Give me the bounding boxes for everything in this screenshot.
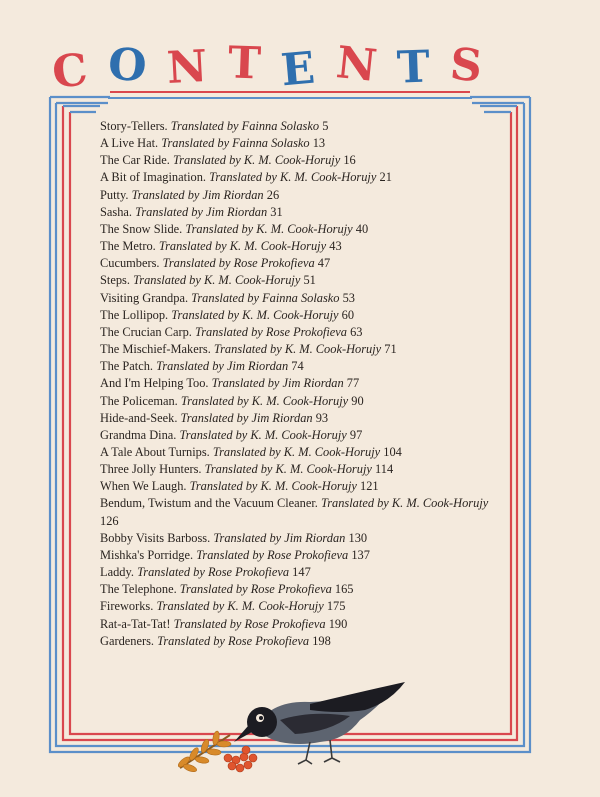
entry-translator: Translated by Fainna Solasko [161, 136, 310, 151]
entry-translator: Translated by K. M. Cook-Horujy [209, 170, 377, 185]
entry-title: A Live Hat. [100, 136, 159, 151]
toc-entry [100, 393, 492, 410]
entry-page-number: 190 [328, 616, 348, 631]
entry-title: Fireworks. [100, 599, 154, 614]
entry-title: A Bit of Imagination. [100, 170, 206, 185]
entry-page-number: 16 [343, 153, 356, 168]
entry-page-number: 21 [379, 170, 392, 185]
entry-title: When We Laugh. [100, 479, 187, 494]
entry-translator: Translated by Rose Prokofieva [137, 565, 290, 580]
toc-entry [100, 427, 492, 444]
entry-title: Mishka's Porridge. [100, 547, 194, 562]
entry-title: The Policeman. [100, 393, 178, 408]
rowan-berries [224, 746, 257, 772]
frame-top-right [470, 97, 530, 112]
entry-title: Gardeners. [100, 633, 155, 648]
entry-page-number: 114 [375, 462, 394, 477]
entry-title: Story-Tellers. [100, 119, 168, 133]
entry-title: Three Jolly Hunters. [100, 462, 202, 477]
entry-page-number: 90 [351, 393, 364, 408]
entry-translator: Translated by Rose Prokofieva [196, 547, 349, 562]
entry-title: Cucumbers. [100, 256, 160, 271]
entry-page-number: 165 [334, 582, 354, 597]
entry-page-number: 77 [346, 376, 360, 391]
entry-translator: Translated by K. M. Cook-Horujy [189, 479, 357, 494]
toc-entry [100, 324, 492, 341]
toc-entry [100, 341, 492, 358]
crow-body [234, 682, 405, 764]
heading-letter: E [279, 42, 318, 97]
entry-page-number: 53 [342, 290, 355, 305]
toc-entry [100, 375, 492, 392]
entry-page-number: 26 [266, 187, 280, 202]
toc-entry [100, 135, 492, 152]
toc-entry [100, 633, 492, 650]
entry-translator: Translated by K. M. Cook-Horujy [158, 239, 327, 254]
entry-page-number: 97 [349, 427, 363, 442]
entry-title: A Tale About Turnips. [100, 444, 210, 459]
entry-page-number: 47 [317, 256, 331, 271]
entry-translator: Translated by Fainna Solasko [191, 290, 340, 305]
heading-letter: O [106, 38, 149, 93]
entry-translator: Translated by K. M. Cook-Horujy [179, 427, 347, 442]
entry-page-number: 175 [326, 599, 346, 614]
toc-entry [100, 581, 492, 598]
entry-page-number: 5 [322, 119, 329, 133]
toc-entry [100, 598, 492, 615]
rowan-branch [177, 731, 231, 774]
entry-page-number: 71 [384, 342, 397, 357]
entry-page-number: 13 [312, 136, 326, 151]
entry-page-number: 74 [291, 359, 304, 374]
heading-letter: N [333, 37, 379, 92]
heading-letter: T [227, 37, 262, 90]
toc-entry [100, 118, 492, 135]
entry-page-number: 126 [100, 513, 119, 528]
entry-title: The Snow Slide. [100, 221, 183, 236]
entry-page-number: 147 [292, 565, 311, 580]
heading-letter: T [395, 41, 431, 94]
toc-entry [100, 169, 492, 186]
toc-entry [100, 410, 492, 427]
entry-title: Putty. [100, 187, 129, 202]
entry-translator: Translated by Jim Riordan [135, 204, 268, 219]
entry-translator: Translated by K. M. Cook-Horujy [213, 342, 382, 357]
toc-entry [100, 564, 492, 581]
entry-page-number: 60 [341, 307, 355, 322]
toc-entry [100, 221, 492, 238]
entry-translator: Translated by Rose Prokofieva [194, 324, 347, 339]
entry-translator: Translated by Rose Prokofieva [173, 616, 326, 631]
heading-letter: C [49, 44, 90, 99]
toc-entry [100, 204, 492, 221]
entry-page-number: 121 [360, 479, 379, 494]
toc-entry [100, 478, 492, 495]
entry-translator: Translated by K. M. Cook-Horujy [212, 444, 381, 459]
entry-page-number: 93 [315, 410, 329, 425]
entry-page-number: 130 [348, 530, 368, 545]
toc-entry [100, 307, 492, 324]
entry-translator: Translated by Jim Riordan [131, 187, 264, 202]
heading-letter: N [165, 40, 209, 95]
entry-page-number: 31 [270, 204, 283, 219]
entry-title: Hide-and-Seek. [100, 410, 178, 425]
crow-illustration [160, 680, 420, 780]
toc-entry [100, 152, 492, 169]
entry-title: The Lollipop. [100, 307, 169, 322]
toc-entry [100, 495, 492, 529]
entry-page-number: 63 [350, 324, 363, 339]
heading-letter: S [448, 38, 485, 93]
entry-title: The Patch. [100, 359, 153, 374]
toc-entry [100, 616, 492, 633]
entry-page-number: 198 [312, 633, 331, 648]
entry-title: The Telephone. [100, 582, 177, 597]
entry-title: Bendum, Twistum and the Vacuum Cleaner. [100, 496, 318, 511]
toc-entry [100, 547, 492, 564]
entry-title: Bobby Visits Barboss. [100, 530, 211, 545]
entry-title: And I'm Helping Too. [100, 376, 209, 391]
entry-title: Sasha. [100, 204, 133, 219]
toc-entry [100, 272, 492, 289]
entry-page-number: 104 [383, 444, 402, 459]
entry-title: Laddy. [100, 565, 134, 580]
entry-translator: Translated by K. M. Cook-Horujy [321, 496, 489, 511]
entry-title: The Car Ride. [100, 153, 170, 168]
toc-entry [100, 290, 492, 307]
toc-entry [100, 461, 492, 478]
entry-translator: Translated by K. M. Cook-Horujy [133, 273, 301, 288]
entry-translator: Translated by Jim Riordan [211, 376, 344, 391]
entry-translator: Translated by K. M. Cook-Horujy [204, 462, 372, 477]
entry-translator: Translated by Rose Prokofieva [179, 582, 332, 597]
contents-heading [49, 37, 485, 99]
entry-translator: Translated by K. M. Cook-Horujy [156, 599, 324, 614]
entry-translator: Translated by Jim Riordan [180, 410, 313, 425]
entry-translator: Translated by K. M. Cook-Horujy [185, 221, 353, 236]
entry-title: Rat-a-Tat-Tat! [100, 616, 171, 631]
toc-list [100, 118, 492, 650]
entry-title: Grandma Dina. [100, 427, 177, 442]
toc-entry [100, 187, 492, 204]
entry-translator: Translated by Rose Prokofieva [162, 256, 315, 271]
entry-title: The Crucian Carp. [100, 324, 192, 339]
entry-title: Visiting Grandpa. [100, 290, 189, 305]
entry-translator: Translated by Jim Riordan [156, 359, 289, 374]
entry-translator: Translated by Fainna Solasko [170, 119, 320, 133]
entry-translator: Translated by K. M. Cook-Horujy [172, 153, 341, 168]
entry-translator: Translated by K. M. Cook-Horujy [171, 307, 339, 322]
toc-entry [100, 255, 492, 272]
toc-entry [100, 358, 492, 375]
toc-entry [100, 530, 492, 547]
entry-page-number: 43 [329, 239, 342, 254]
entry-translator: Translated by K. M. Cook-Horujy [180, 393, 349, 408]
entry-page-number: 51 [303, 273, 316, 288]
entry-title: The Mischief-Makers. [100, 342, 211, 357]
entry-translator: Translated by Jim Riordan [213, 530, 346, 545]
entry-translator: Translated by Rose Prokofieva [157, 633, 310, 648]
entry-page-number: 40 [355, 221, 369, 236]
entry-title: Steps. [100, 273, 130, 288]
toc-entry [100, 444, 492, 461]
entry-title: The Metro. [100, 239, 156, 254]
entry-page-number: 137 [351, 547, 370, 562]
toc-entry [100, 238, 492, 255]
frame-top-left [50, 97, 110, 112]
